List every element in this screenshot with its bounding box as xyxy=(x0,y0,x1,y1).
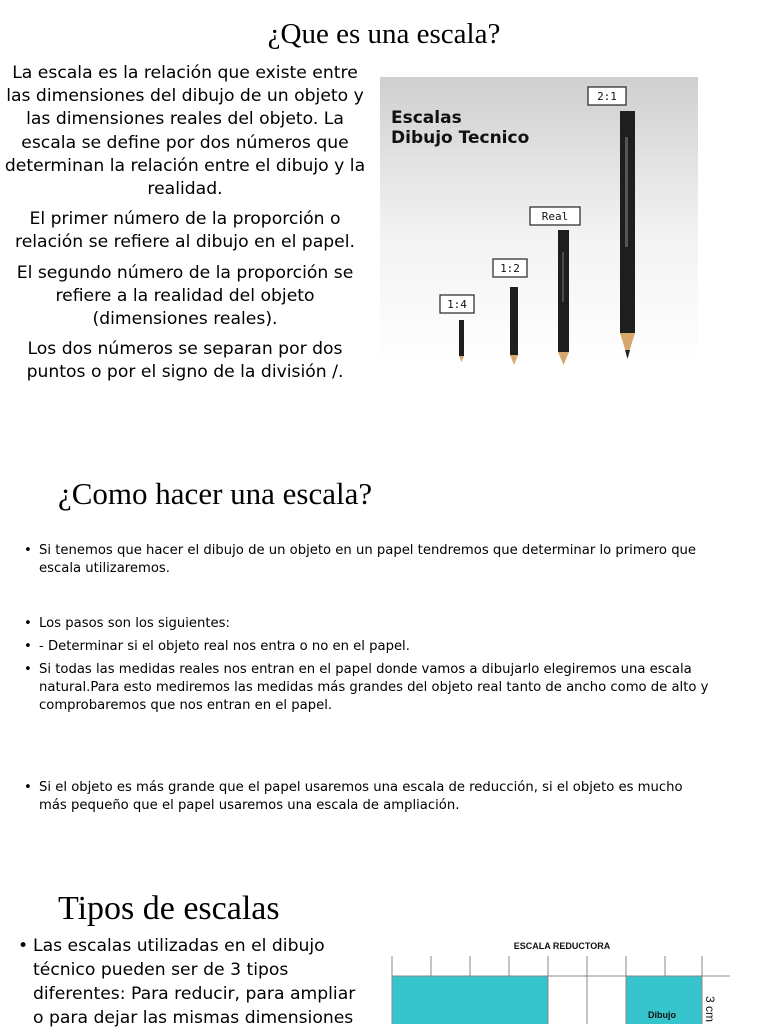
paragraph: Los dos números se separan por dos puntos o por el signo de la división /. xyxy=(26,339,344,383)
list-item: • Los pasos son los siguientes: xyxy=(24,615,714,633)
steps-bullet-list xyxy=(24,615,714,720)
pencil-2-1 xyxy=(620,111,635,359)
pencil-scales-illustration xyxy=(380,77,698,367)
pencil-1-4 xyxy=(459,320,464,362)
reducing-scale-grid-figure xyxy=(390,936,730,1024)
list-item: • Las escalas utilizadas en el dibujo técnico pueden ser de 3 tipos diferentes: Para reducir, para ampliar o para dejar las mismas dimensiones xyxy=(18,934,370,1030)
drawing-label: Dibujo xyxy=(648,1010,676,1020)
label-2-1: 2:1 xyxy=(597,90,617,103)
paragraph: La escala es la relación que existe entre las dimensiones del dibujo de un objeto y las dimensiones reales del objeto. La escala se define por dos números que determinan la relación entre el dibujo y la realidad. xyxy=(4,63,366,200)
section-title-how-to-scale: ¿Como hacer una escala? xyxy=(58,476,373,511)
paragraph: El primer número de la proporción o relación se refiere al dibujo en el papel. xyxy=(15,209,355,253)
scale-types-bullet-list xyxy=(18,934,370,1030)
paragraph: El segundo número de la proporción se refiere a la realidad del objeto (dimensiones reales). xyxy=(16,262,354,330)
label-real: Real xyxy=(541,210,569,223)
list-item: • - Determinar si el objeto real nos entra o no en el papel. xyxy=(24,638,714,656)
list-item: • Si todas las medidas reales nos entran en el papel donde vamos a dibujarlo elegiremos una escala natural.Para esto mediremos las medidas más grandes del objeto real tanto de ancho como de alto y comprobaremos que nos entran en el papel. xyxy=(24,661,714,715)
grid-figure-title: ESCALA REDUCTORA xyxy=(513,941,611,951)
section-title-scale-types: Tipos de escalas xyxy=(58,890,280,927)
note-bullet-list xyxy=(24,779,714,815)
section-title-what-is-scale: ¿Que es una escala? xyxy=(267,18,501,50)
figure-heading-line2: Dibujo Tecnico xyxy=(391,128,530,148)
pencil-real xyxy=(558,230,569,365)
dimension-label: 3 cm xyxy=(703,996,717,1023)
list-item: • Si el objeto es más grande que el papel usaremos una escala de reducción, si el objeto es mucho más pequeño que el papel usaremos una escala de ampliación. xyxy=(24,779,714,815)
label-1-4: 1:4 xyxy=(447,298,467,311)
list-item: • Si tenemos que hacer el dibujo de un objeto en un papel tendremos que determinar lo primero que escala utilizaremos. xyxy=(24,542,714,578)
pencil-1-2 xyxy=(510,287,518,365)
label-1-2: 1:2 xyxy=(500,262,520,275)
scale-definition-text xyxy=(4,62,366,392)
intro-bullet-list xyxy=(24,542,714,578)
figure-heading-line1: Escalas xyxy=(391,108,462,128)
drawing-area-block xyxy=(392,976,548,1024)
